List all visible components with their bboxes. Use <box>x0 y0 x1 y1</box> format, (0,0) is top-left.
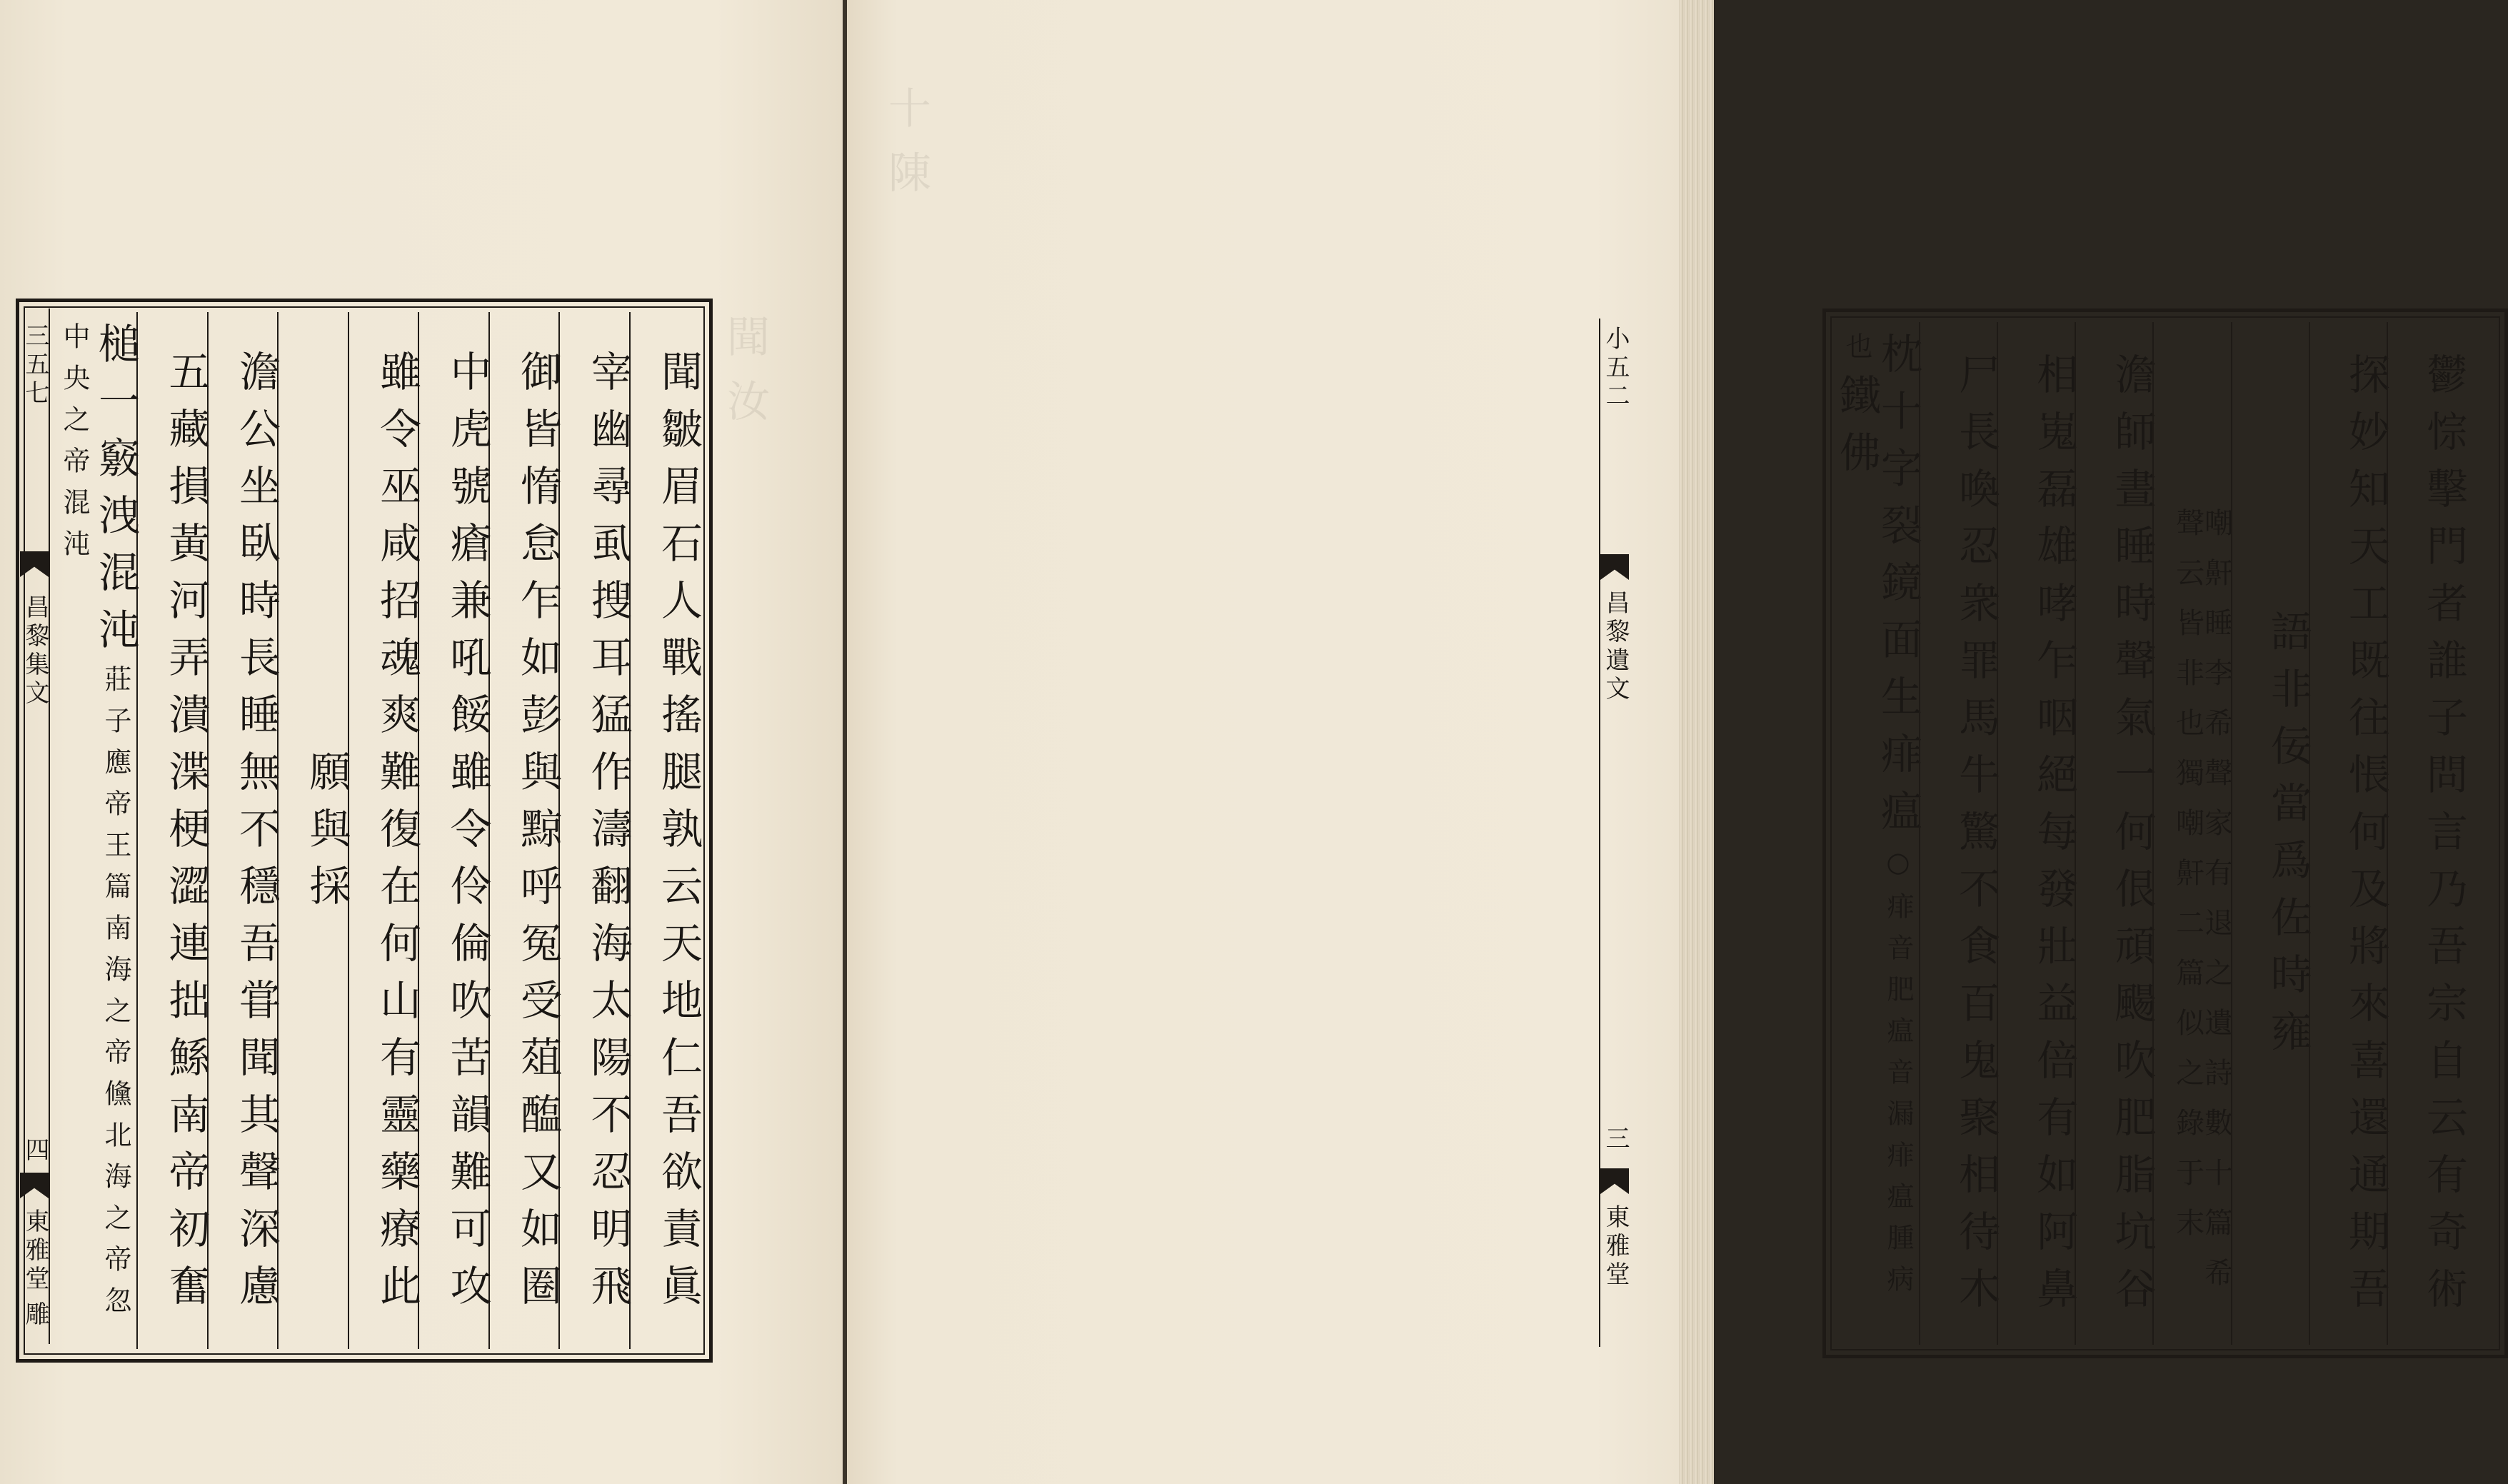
text-column: 尸長喚忍衆罪馬牛驚不食百鬼聚相待木 <box>1919 322 1997 1345</box>
fish-tail-mark <box>1600 1168 1629 1194</box>
column-main-text: 枕十字裂鏡面生痱瘟 <box>1874 332 1923 846</box>
folio-number: 三五七 <box>21 323 49 408</box>
text-column: 宰幽尋虱搜耳猛作濤翻海太陽不忍明飛 <box>558 312 629 1349</box>
text-column: 鬱悰擊門者誰子問言乃吾宗自云有奇術 <box>2387 322 2464 1345</box>
text-column: 御皆惰怠乍如彭與黥呼冤受葅醢又如圈 <box>488 312 559 1349</box>
text-column: 澹公坐臥時長睡無不穩吾甞聞其聲深慮 <box>207 312 278 1349</box>
text-column: 雖令巫咸招魂爽難復在何山有靈藥療此 <box>348 312 418 1349</box>
left-page <box>0 0 843 1484</box>
publisher-name: 東雅堂 <box>21 1208 49 1294</box>
right-page <box>847 0 2468 1484</box>
poem-title-note-column: 嘲鼾睡李希聲家有退之遺詩數十篇希聲云皆非也獨嘲鼾二篇似之錄于末 <box>2152 322 2230 1345</box>
column-tail-text: 鐵佛 <box>1832 373 1882 488</box>
left-columns <box>54 312 703 1349</box>
right-columns <box>1832 322 2468 1345</box>
text-column: 聞皺眉石人戰搖腿孰云天地仁吾欲責眞 <box>629 312 700 1349</box>
book-title: 昌黎遺文 <box>1601 590 1630 704</box>
right-margin-strip <box>1599 319 1629 1347</box>
commentary-note: ○痱音肥瘟音漏痱瘟腫病也 <box>1841 332 1915 1306</box>
bleed-through-text: 十陳 <box>881 86 931 214</box>
right-text-frame <box>1822 309 2508 1358</box>
left-text-frame <box>16 299 713 1363</box>
text-column: 語非佞當爲佐時雍 <box>2231 322 2309 1345</box>
volume-number: 四 <box>21 1137 49 1165</box>
text-column-with-note <box>1832 322 1923 1345</box>
fish-tail-mark <box>1600 554 1629 580</box>
commentary-note: 莊子應帝王篇南海之帝儵北海之帝忽中央之帝混沌 <box>59 322 131 1328</box>
left-margin-strip <box>20 309 50 1344</box>
column-main-text: 槌一竅洩混沌 <box>91 322 140 665</box>
text-column: 願與採 <box>277 312 348 1349</box>
text-column: 五藏損黃河弄潰渫梗澀連拙鯀南帝初奮 <box>136 312 207 1349</box>
fish-tail-mark <box>20 551 49 577</box>
publisher-name: 東雅堂 <box>1601 1204 1630 1290</box>
folio-number: 小五二 <box>1601 326 1630 411</box>
text-column-with-note <box>54 312 140 1349</box>
fish-tail-mark <box>20 1173 49 1198</box>
publisher-tail: 雕 <box>21 1301 49 1330</box>
volume-number: 三 <box>1601 1125 1630 1154</box>
bleed-through-text: 聞汝 <box>720 314 770 443</box>
text-column: 澹師晝睡時聲氣一何佷頑颺吹肥脂坑谷 <box>2075 322 2152 1345</box>
text-column: 中虎號瘡兼吼餒雖令伶倫吹苦韻難可攻 <box>418 312 488 1349</box>
text-column: 探妙知天工既往悵何及將來喜還通期吾 <box>2309 322 2387 1345</box>
book-title: 昌黎集文 <box>21 594 49 708</box>
text-column: 相嵬磊雄哮乍咽絕每發壯益倍有如阿鼻 <box>1997 322 2075 1345</box>
page-stack-edge <box>1679 0 1714 1484</box>
